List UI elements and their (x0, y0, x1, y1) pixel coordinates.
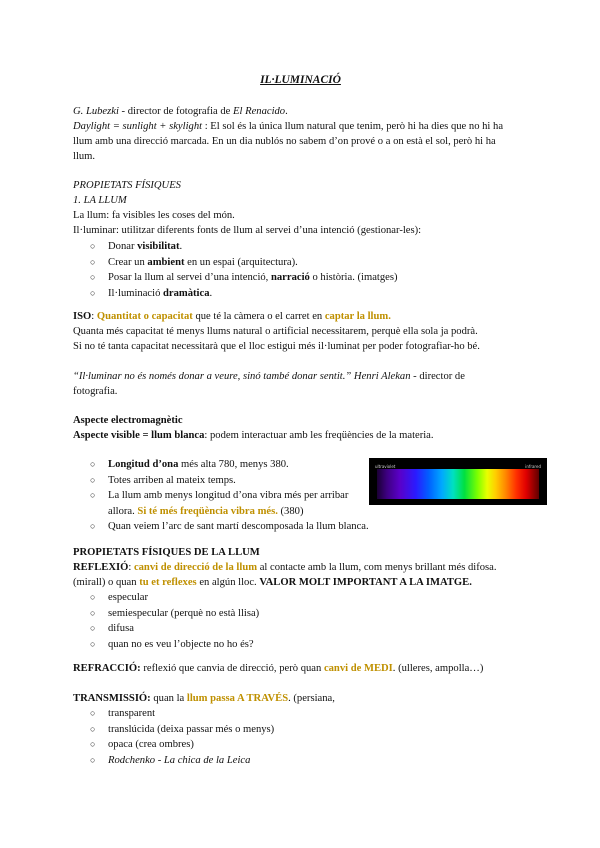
spectrum-label-left: ultraviolet (375, 464, 396, 469)
list-item: ○ opaca (crea ombres) (90, 739, 194, 751)
intro-author-line: G. Lubezki - director de fotografia de El Renacido. (73, 106, 288, 117)
daylight-line-1: Daylight = sunlight + skylight : El sol és la única llum natural que tenim, però hi ha dies que no hi ha (73, 121, 504, 132)
list-item: ○ transparent (90, 708, 156, 719)
iso-line: ISO: Quantitat o capacitat que té la càmera o el carret en captar la llum. (73, 311, 391, 322)
reflection-line-2: (mirall) o quan tu et reflexes en algún lloc. VALOR MOLT IMPORTANT A LA IMATGE. (73, 577, 472, 588)
daylight-line-3: llum. (73, 151, 96, 162)
spectrum-gradient (377, 469, 539, 499)
alekan-quote: “Il·luminar no és només donar a veure, sinó també donar sentit.” Henri Alekan - director de (73, 371, 465, 382)
page-title: IL·LUMINACIÓ (260, 74, 341, 86)
list-item: ○ Totes arriben al mateix temps. (90, 474, 236, 486)
electromagnetic-heading: Aspecte electromagnètic (73, 415, 183, 426)
list-item: ○ quan no es veu l’objecte no ho és? (90, 638, 254, 650)
alekan-quote-end: fotografia. (73, 386, 118, 397)
iso-explanation-1: Quanta més capacitat té menys llums natural o artificial necessitarem, perquè ella sola ja podrà. (73, 326, 478, 337)
list-item: ○ Posar la llum al servei d’una intenció, narració o història. (imatges) (90, 272, 398, 284)
daylight-line-2: llum amb una direcció marcada. En un dia nublós no sabem d’on prové o a on està el sol, però hi ha (73, 136, 496, 147)
author-name: G. Lubezki (73, 106, 119, 117)
refraction-line: REFRACCIÓ: reflexió que canvia de direcció, però quan canvi de MEDI. (ulleres, ampolla…) (73, 663, 484, 674)
film-title: El Renacido (233, 106, 286, 117)
iso-explanation-2: Si no té tanta capacitat necessitarà que el lloc estigui més il·luminat per poder fotografiar-ho bé. (73, 341, 480, 352)
light-purpose-list (73, 239, 398, 301)
list-item: ○ especular (90, 592, 148, 603)
list-item: ○ Quan veiem l’arc de sant martí descomposada la llum blanca. (90, 521, 369, 533)
subheading-light: 1. LA LLUM (73, 195, 127, 206)
list-item: ○ La llum amb menys longitud d’ona vibra més per arribar (90, 490, 349, 502)
list-item: ○ Donar visibilitat. (90, 241, 183, 252)
section-heading-physical: PROPIETATS FÍSIQUES (73, 180, 181, 191)
list-item: allora. Si té més freqüència vibra més. (380) (108, 505, 304, 517)
author-role: - director de fotografia de (118, 106, 234, 117)
list-item: ○ difusa (90, 623, 134, 635)
list-item: ○ translúcida (deixa passar més o menys) (90, 723, 275, 735)
list-item: ○ Rodchenko - La chica de la Leica (90, 754, 251, 766)
reflection-line-1: REFLEXIÓ: canvi de direcció de la llum al contacte amb la llum, com menys brillant més difosa. (73, 562, 497, 573)
light-definition: La llum: fa visibles les coses del món. (73, 210, 235, 221)
spectrum-label-right: infrared (525, 464, 541, 469)
list-item: ○ Longitud d’ona més alta 780, menys 380. (90, 459, 289, 470)
daylight-formula: Daylight = sunlight + skylight (73, 121, 203, 132)
transmission-line: TRANSMISSIÓ: quan la llum passa A TRAVÉS. (persiana, (73, 693, 335, 704)
list-item: ○ Il·luminació dramàtica. (90, 287, 213, 299)
illuminate-definition: Il·luminar: utilitzar diferents fonts de llum al servei d’una intenció (gestionar-les): (73, 225, 422, 236)
list-item: ○ semiespecular (perquè no està llisa) (90, 607, 260, 619)
reflection-types-list (73, 590, 259, 652)
iso-label: ISO (73, 311, 92, 322)
transmission-types-list (73, 706, 274, 768)
list-item: ○ Crear un ambient en un espai (arquitectura). (90, 256, 298, 268)
wavelength-list (73, 457, 369, 535)
section-heading-light-properties: PROPIETATS FÍSIQUES DE LA LLUM (73, 547, 260, 558)
light-spectrum-image (369, 458, 547, 505)
visible-aspect-line: Aspecte visible = llum blanca: podem interactuar amb les freqüències de la materia. (73, 430, 434, 441)
